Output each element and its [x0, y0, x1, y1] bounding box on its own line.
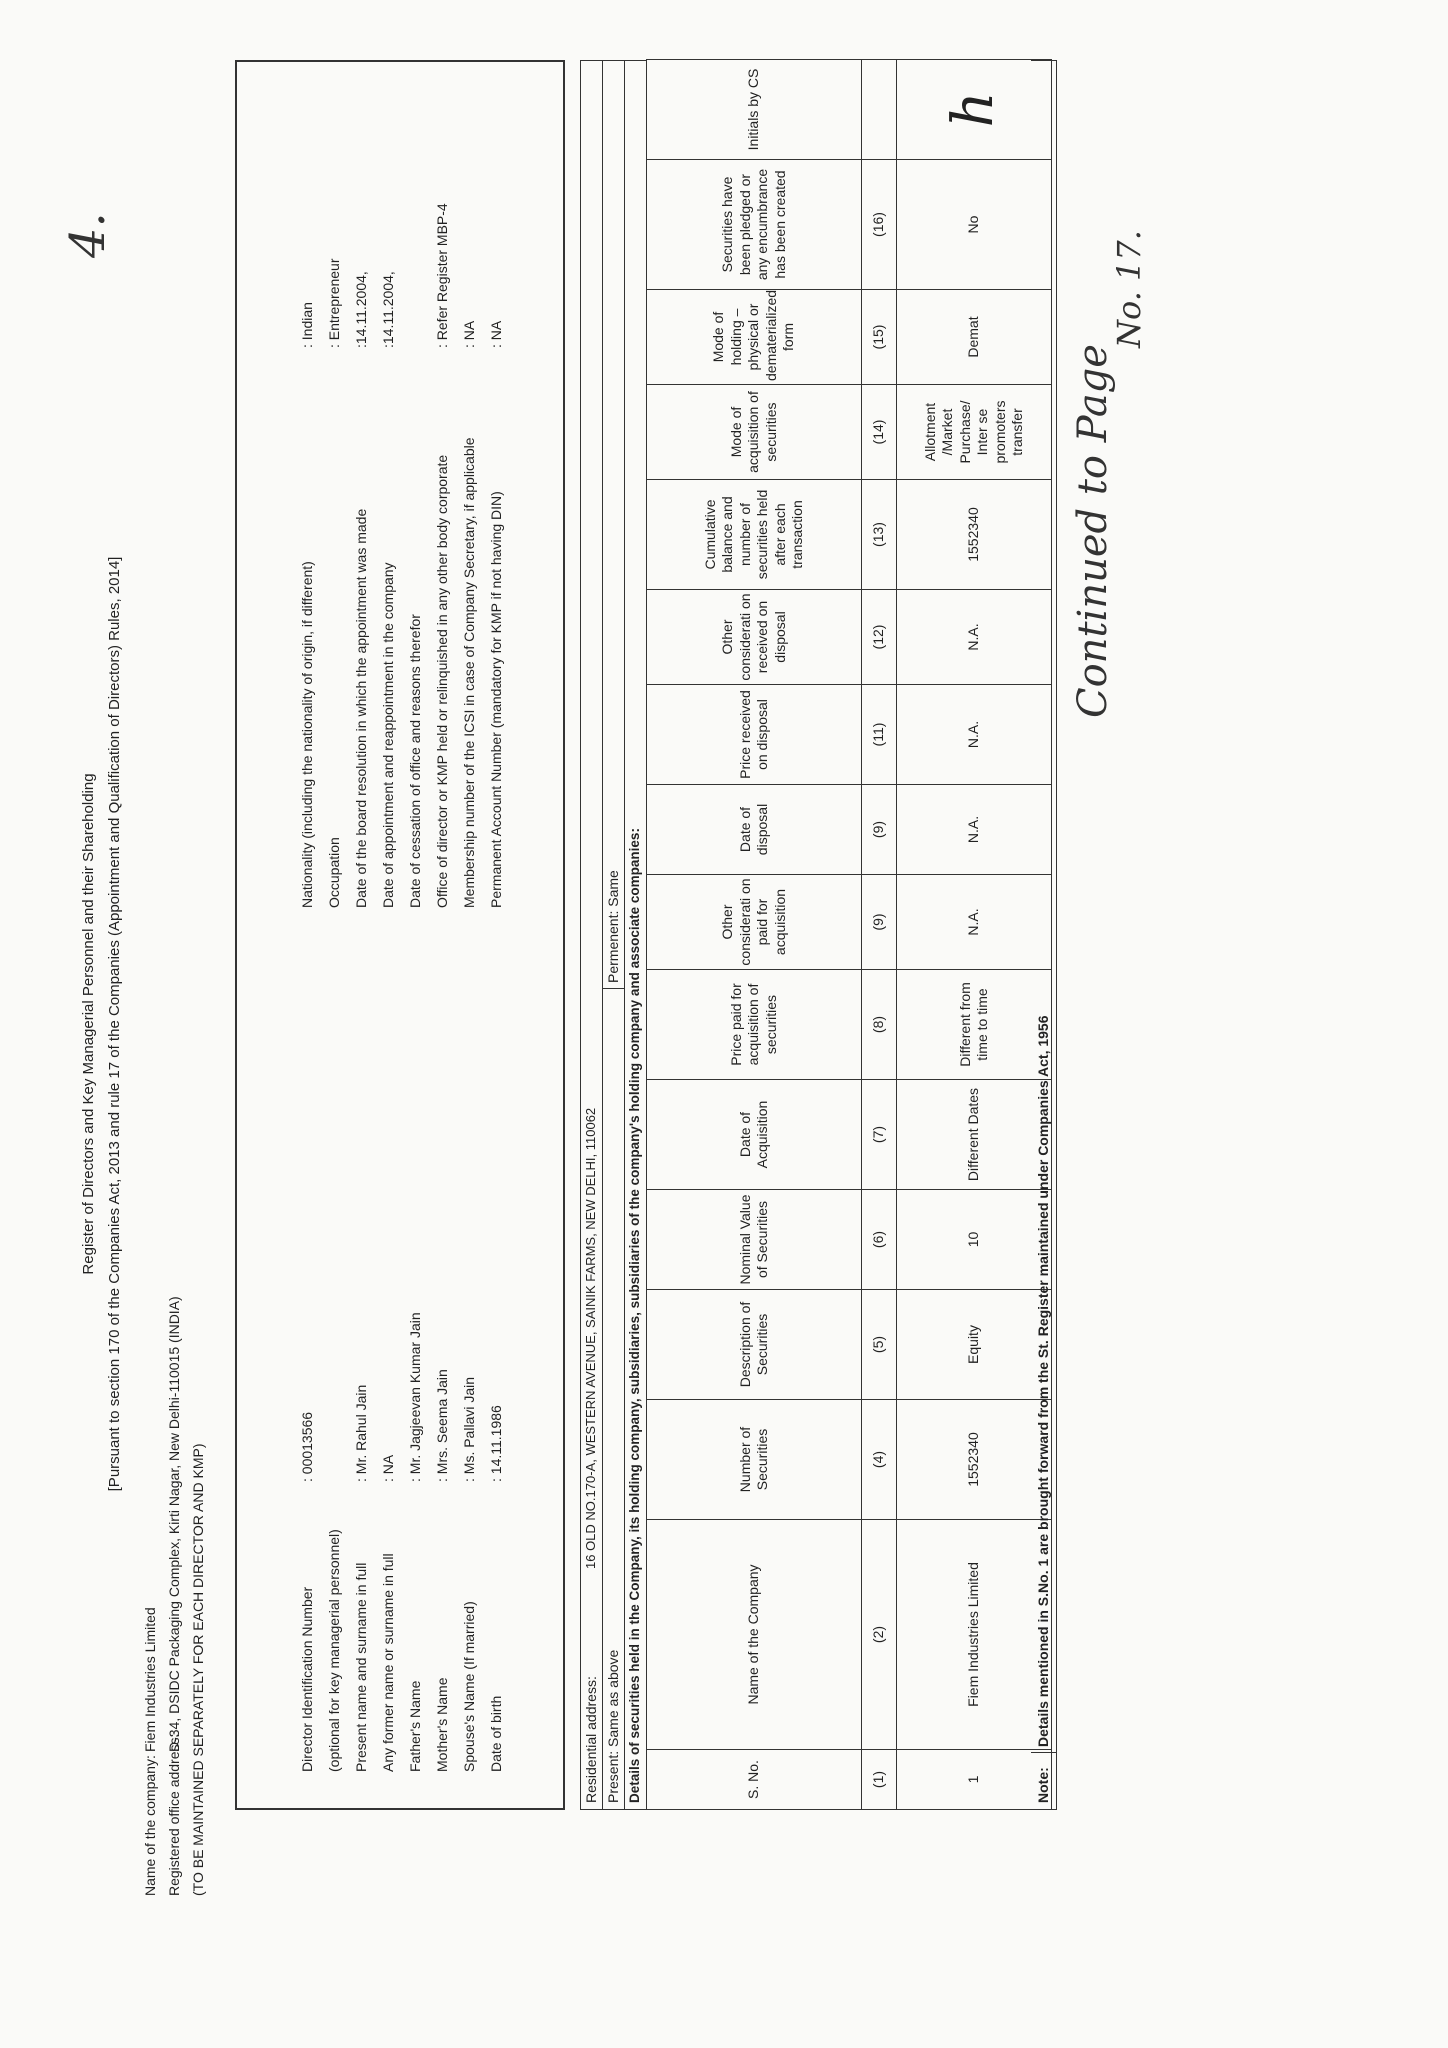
table-cell: N.A. [897, 590, 1052, 685]
table-cell: Equity [897, 1290, 1052, 1400]
table-header-row [647, 60, 862, 1810]
director-detail-label: Mother's Name [434, 1677, 450, 1772]
note-text: Details mentioned in S.No. 1 are brought forward from the St. Register maintained under Companies Act, 1956 [1035, 1015, 1051, 1747]
column-header: Initials by CS [647, 60, 862, 160]
column-header: Mode of acquisition of securities [647, 385, 862, 480]
column-header: Date of disposal [647, 785, 862, 875]
table-row [897, 60, 1052, 1810]
company-name-value: Fiem Industries Limited [142, 1607, 158, 1752]
director-detail-row [434, 1369, 450, 1772]
director-info-label: Date of appointment and reappointment in the company [380, 562, 396, 908]
director-detail-label: Any former name or surname in full [380, 1553, 396, 1772]
securities-table [646, 59, 1052, 1810]
table-cell: Different from time to time [897, 970, 1052, 1080]
director-detail-value: : Ms. Pallavi Jain [461, 1376, 477, 1482]
table-cell: N.A. [897, 785, 1052, 875]
director-info-row [407, 348, 423, 908]
register-title: Register of Directors and Key Managerial Personnel and their Shareholding [80, 773, 97, 1275]
table-cell: 1552340 [897, 480, 1052, 590]
column-number: (15) [862, 290, 897, 385]
column-header: Cumulative balance and number of securities held after each transaction [647, 480, 862, 590]
table-cell: Allotment /Market Purchase/ Inter se promoters transfer [897, 385, 1052, 480]
column-number: (9) [862, 875, 897, 970]
table-cell: 1552340 [897, 1400, 1052, 1520]
column-number: (1) [862, 1750, 897, 1810]
column-header: Securities have been pledged or any encumbrance has been created [647, 160, 862, 290]
column-header: Name of the Company [647, 1520, 862, 1750]
page-number: 4. [60, 212, 116, 258]
column-number: (4) [862, 1400, 897, 1520]
director-info-value: : Indian [299, 302, 315, 348]
director-detail-row [461, 1377, 477, 1772]
column-number: (14) [862, 385, 897, 480]
director-info-label: Occupation [326, 837, 342, 908]
column-number: (6) [862, 1190, 897, 1290]
director-info-label: Membership number of the ICSI in case of Company Secretary, if applicable [461, 437, 477, 908]
residential-address-row [580, 60, 602, 1810]
column-header: Mode of holding – physical or dematerialized form [647, 290, 862, 385]
office-address-value: D-34, DSIDC Packaging Complex, Kirti Nagar, New Delhi-110015 (INDIA) [166, 1296, 182, 1752]
director-info-label: Nationality (including the nationality of origin, if different) [299, 561, 315, 908]
director-detail-label: Date of birth [488, 1695, 504, 1772]
director-info-label: Date of cessation of office and reasons therefor [407, 614, 423, 908]
director-info-row [380, 271, 396, 908]
column-header: Number of Securities [647, 1400, 862, 1520]
table-cell: Different Dates [897, 1080, 1052, 1190]
director-info-value: : NA [488, 320, 504, 348]
note-row [1031, 60, 1057, 1810]
column-header: Nominal Value of Securities [647, 1190, 862, 1290]
director-info-row [461, 321, 477, 908]
securities-caption: Details of securities held in the Company, its holding company, subsidiaries, subsidiaries of the company's holding company and associate companies: [627, 828, 642, 1803]
table-cell: 1 [897, 1750, 1052, 1810]
register-subtitle: [Pursuant to section 170 of the Companies Act, 2013 and rule 17 of the Companies (Appointment and Qualification of Directors) Rules, 2014] [106, 556, 123, 1492]
residential-label: Residential address: [583, 1676, 599, 1803]
residential-value: 16 OLD NO.170-A, WESTERN AVENUE, SAINIK FARMS, NEW DELHI, 110062 [583, 1107, 598, 1569]
director-info-row [434, 203, 450, 908]
director-detail-row [326, 1482, 342, 1772]
table-cell: 10 [897, 1190, 1052, 1290]
director-detail-value: : 14.11.1986 [488, 1405, 504, 1482]
director-detail-label: Spouse's Name (If married) [461, 1601, 477, 1772]
director-info-row [326, 259, 342, 909]
director-info-row [299, 302, 315, 908]
director-detail-row [407, 1312, 423, 1772]
note-label: Note: [1035, 1767, 1051, 1803]
director-detail-row [380, 1455, 396, 1772]
column-number: (9) [862, 785, 897, 875]
column-number: (5) [862, 1290, 897, 1400]
column-header: Price paid for acquisition of securities [647, 970, 862, 1080]
director-detail-value: : NA [380, 1454, 396, 1482]
director-info-row [353, 271, 369, 908]
column-number: (16) [862, 160, 897, 290]
director-info-label: Office of director or KMP held or relinquished in any other body corporate [434, 454, 450, 908]
continued-page-ref: No. 17. [1110, 230, 1148, 348]
director-info-value: : NA [461, 320, 477, 348]
director-info-value: : Entrepreneur [326, 258, 342, 348]
table-cell: N.A. [897, 875, 1052, 970]
present-address: Present: Same as above [605, 1649, 621, 1803]
table-cell: No [897, 160, 1052, 290]
column-header: Other considerati on received on disposal [647, 590, 862, 685]
director-info-label: Date of the board resolution in which the appointment was made [353, 508, 369, 908]
director-detail-value: : Mr. Jagjeevan Kumar Jain [407, 1312, 423, 1482]
director-detail-label: Present name and surname in full [353, 1562, 369, 1772]
director-detail-value: : Mrs. Seema Jain [434, 1369, 450, 1482]
column-number: (8) [862, 970, 897, 1080]
director-info-row [488, 321, 504, 908]
column-number: (2) [862, 1520, 897, 1750]
column-number: (7) [862, 1080, 897, 1190]
director-info-value: :14.11.2004, [380, 271, 396, 348]
director-detail-label: (optional for key managerial personnel) [326, 1529, 342, 1772]
director-info-value: : Refer Register MBP-4 [434, 203, 450, 348]
securities-caption-row [624, 60, 646, 1810]
column-header: Date of Acquisition [647, 1080, 862, 1190]
office-address-row [166, 1296, 182, 1896]
table-cell: Fiem Industries Limited [897, 1520, 1052, 1750]
column-header: Price received on disposal [647, 685, 862, 785]
maintain-note: (TO BE MAINTAINED SEPARATELY FOR EACH DIRECTOR AND KMP) [190, 1443, 206, 1896]
column-header: Other considerati on paid for acquisition [647, 875, 862, 970]
permanent-address: Permenent: Same [605, 870, 621, 983]
table-cell: N.A. [897, 685, 1052, 785]
column-number: (13) [862, 480, 897, 590]
table-cell: Demat [897, 290, 1052, 385]
director-detail-label: Father's Name [407, 1680, 423, 1772]
column-number: (12) [862, 590, 897, 685]
director-info-value: :14.11.2004, [353, 271, 369, 348]
director-details-box [235, 60, 565, 1810]
director-detail-row [299, 1412, 315, 1772]
continued-note: Continued to Page [1070, 344, 1116, 718]
company-name-label: Name of the company: [142, 1755, 158, 1896]
cs-initials-signature: h [897, 60, 1052, 160]
director-detail-label: Director Identification Number [299, 1586, 315, 1772]
office-address-label: Registered office address: [166, 1733, 182, 1896]
director-detail-row [488, 1405, 504, 1772]
director-info-label: Permanent Account Number (mandatory for KMP if not having DIN) [488, 491, 504, 908]
column-header: S. No. [647, 1750, 862, 1810]
present-permanent-row [602, 60, 624, 1810]
column-number [862, 60, 897, 160]
director-detail-value: : 00013566 [299, 1411, 315, 1482]
director-detail-row [353, 1385, 369, 1772]
column-header: Description of Securities [647, 1290, 862, 1400]
table-number-row [862, 60, 897, 1810]
director-detail-value: : Mr. Rahul Jain [353, 1384, 369, 1482]
company-name-row [142, 1607, 158, 1896]
column-number: (11) [862, 685, 897, 785]
